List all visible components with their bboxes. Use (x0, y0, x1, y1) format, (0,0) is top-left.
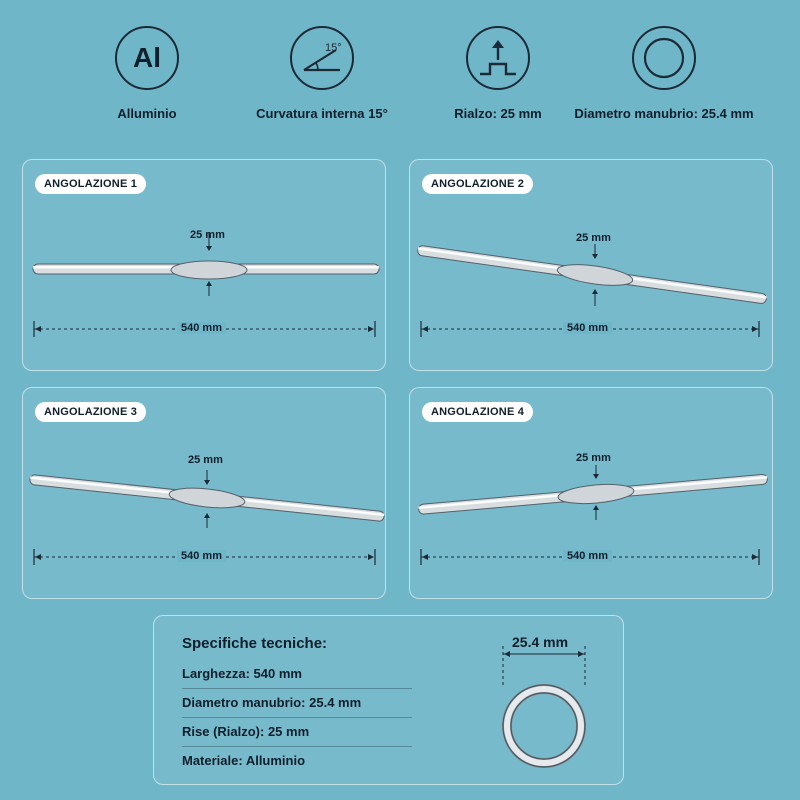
panel-angle-1 (22, 159, 386, 371)
rise-label: 25 mm (576, 232, 611, 244)
feature-bend-label: Curvatura interna 15° (256, 106, 388, 121)
specs-title: Specifiche tecniche: (182, 635, 328, 652)
width-label: 540 mm (177, 322, 226, 334)
rise-label: 25 mm (576, 452, 611, 464)
spec-row-diameter: Diametro manubrio: 25.4 mm (182, 695, 412, 718)
feature-material-label: Alluminio (117, 106, 177, 121)
rise-icon (466, 26, 530, 90)
rise-label: 25 mm (188, 454, 223, 466)
aluminium-symbol: Al (133, 42, 161, 73)
panel-angle-2 (409, 159, 773, 371)
spec-row-material: Materiale: Alluminio (182, 753, 306, 768)
handlebar-image (418, 470, 768, 518)
panel-title: ANGOLAZIONE 1 (35, 174, 146, 194)
diameter-circle-icon (632, 26, 696, 90)
feature-material (52, 26, 242, 122)
width-label: 540 mm (563, 550, 612, 562)
panel-angle-3 (22, 387, 386, 599)
panel-title: ANGOLAZIONE 4 (422, 402, 533, 422)
feature-diameter-label: Diametro manubrio: 25.4 mm (574, 106, 754, 121)
feature-rise (403, 26, 593, 122)
panel-title: ANGOLAZIONE 2 (422, 174, 533, 194)
diameter-label: 25.4 mm (512, 634, 569, 650)
feature-rise-label: Rialzo: 25 mm (454, 106, 542, 121)
panel-angle-4 (409, 387, 773, 599)
angle-icon (290, 26, 354, 90)
width-label: 540 mm (177, 550, 226, 562)
width-label: 540 mm (563, 322, 612, 334)
feature-diameter (569, 26, 759, 122)
aluminium-symbol-icon (115, 26, 179, 90)
rise-label: 25 mm (190, 229, 225, 241)
spec-row-rise: Rise (Rialzo): 25 mm (182, 724, 412, 747)
handlebar-image (416, 241, 767, 308)
feature-bend (227, 26, 417, 122)
handlebar-image (33, 261, 379, 279)
panel-title: ANGOLAZIONE 3 (35, 402, 146, 422)
spec-row-width: Larghezza: 540 mm (182, 666, 412, 689)
specs-panel (153, 615, 624, 785)
angle-icon-text: 15° (325, 42, 342, 54)
